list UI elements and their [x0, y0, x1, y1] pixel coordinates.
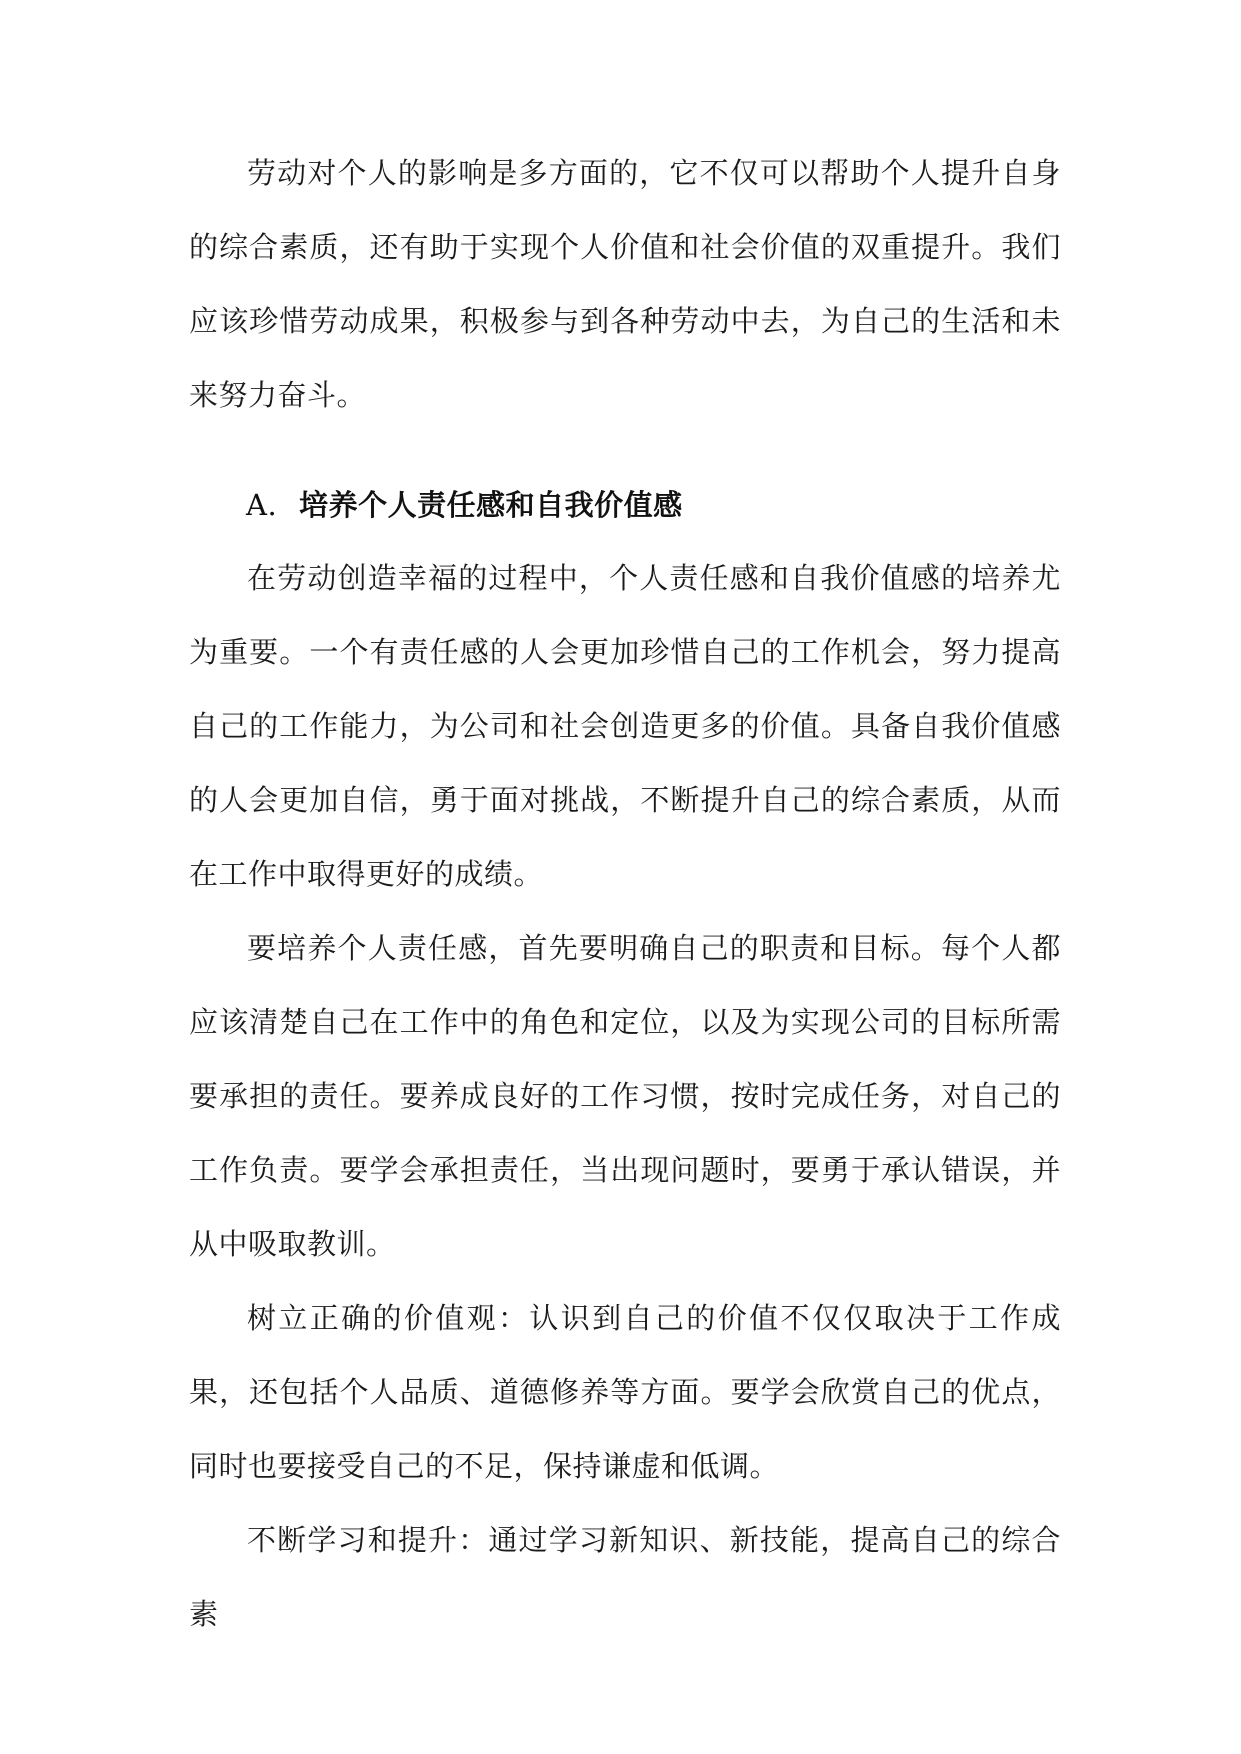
paragraph-continuous-learning: 不断学习和提升：通过学习新知识、新技能，提高自己的综合素 — [189, 1523, 1061, 1631]
paragraph-responsibility-importance: 在劳动创造幸福的过程中，个人责任感和自我价值感的培养尤为重要。一个有责任感的人会更加珍惜自己的工作机会，努力提高自己的工作能力，为公司和社会创造更多的价值。具备自我价值感的人会更加自信，勇于面对挑战，不断提升自己的综合素质，从而在工作中取得更好的成绩。 — [189, 561, 1061, 891]
section-heading — [246, 478, 683, 532]
section-title: 培养个人责任感和自我价值感 — [299, 488, 683, 522]
paragraph-values: 树立正确的价值观：认识到自己的价值不仅仅取决于工作成果，还包括个人品质、道德修养等方面。要学会欣赏自己的优点，同时也要接受自己的不足，保持谦虚和低调。 — [189, 1301, 1061, 1483]
paragraph-labor-impact: 劳动对个人的影响是多方面的，它不仅可以帮助个人提升自身的综合素质，还有助于实现个人价值和社会价值的双重提升。我们应该珍惜劳动成果，积极参与到各种劳动中去，为自己的生活和未来努力奋斗。 — [189, 156, 1061, 412]
paragraph-cultivate-responsibility: 要培养个人责任感，首先要明确自己的职责和目标。每个人都应该清楚自己在工作中的角色和定位，以及为实现公司的目标所需要承担的责任。要养成良好的工作习惯，按时完成任务，对自己的工作负责。要学会承担责任，当出现问题时，要勇于承认错误，并从中吸取教训。 — [189, 931, 1061, 1261]
section-number: A. — [246, 488, 278, 522]
